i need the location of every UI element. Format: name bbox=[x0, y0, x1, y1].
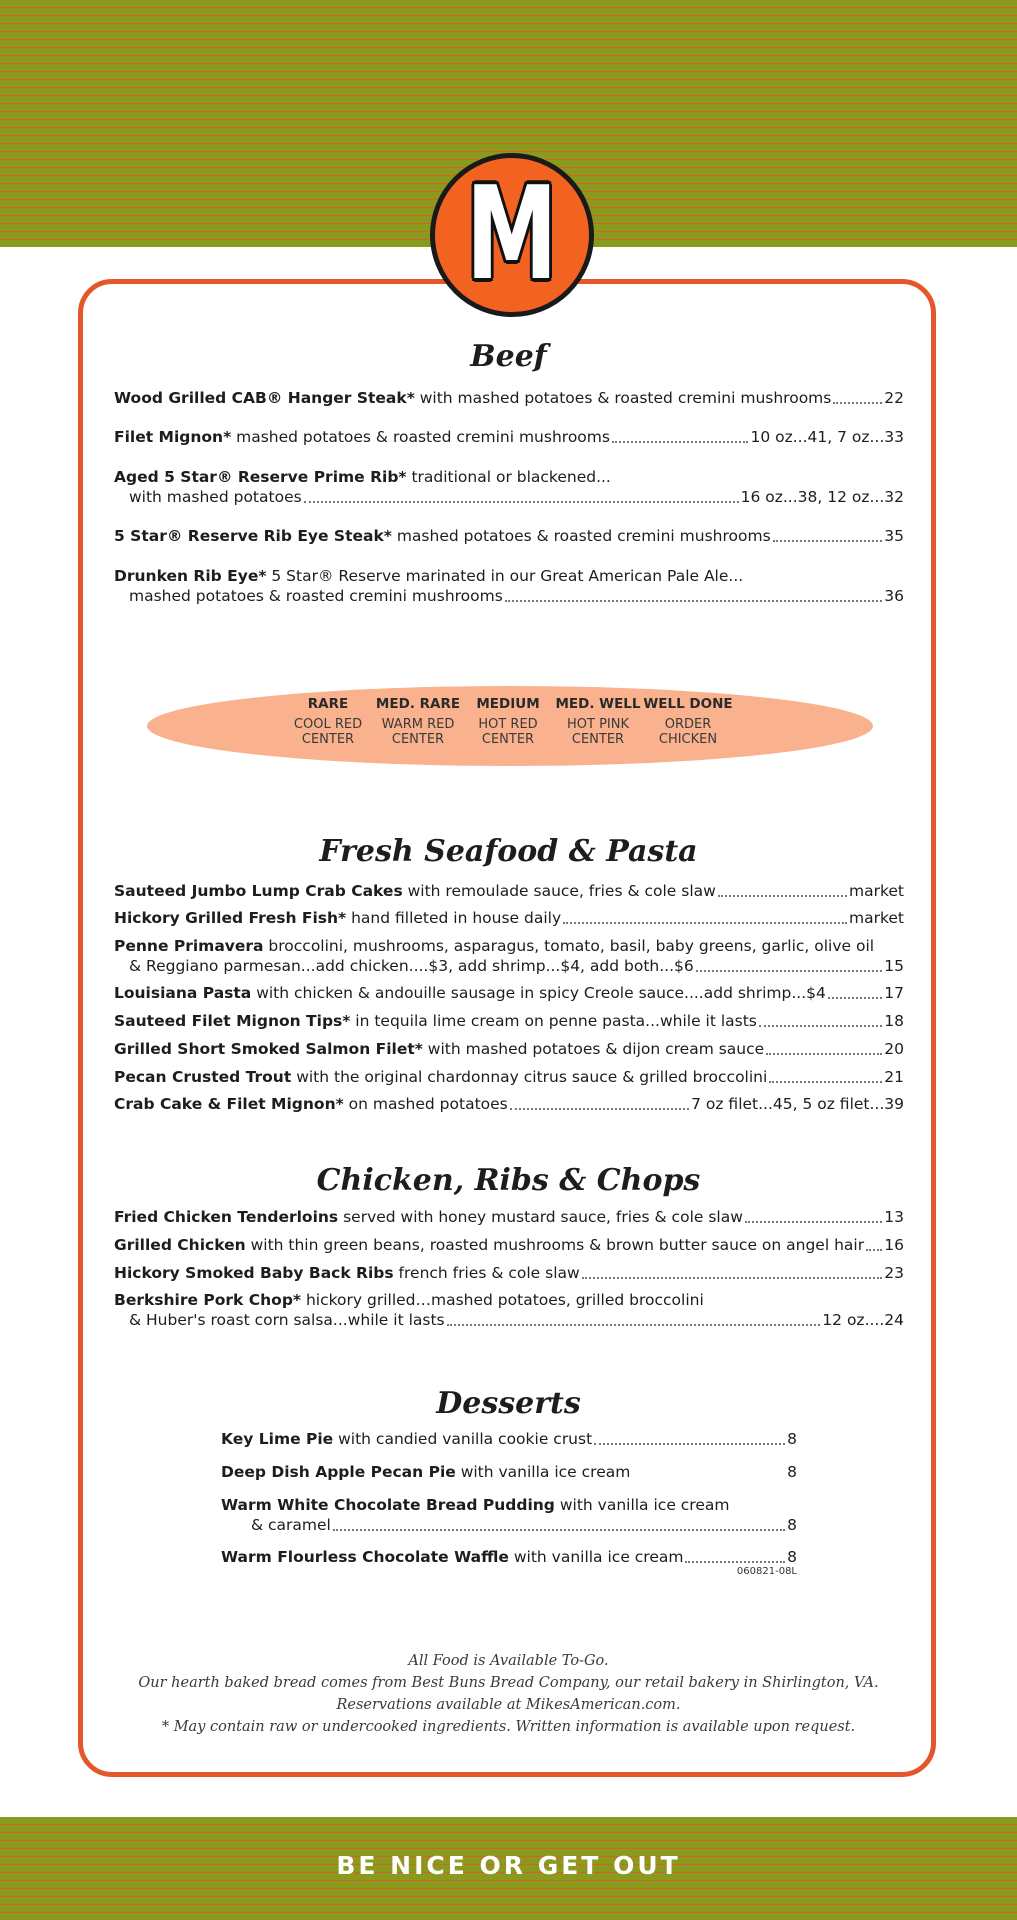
logo-letter: M bbox=[466, 160, 558, 309]
menu-item-bread-pudding: Warm White Chocolate Bread Pudding with vanilla ice cream & caramel 8 bbox=[221, 1496, 797, 1534]
section-title-desserts: Desserts bbox=[436, 1386, 581, 1421]
menu-item-prime-rib bbox=[114, 467, 904, 507]
menu-item-pork-chop: Berkshire Pork Chop* hickory grilled…mashed potatoes, grilled broccolini & Huber's roast corn salsa...while it lasts 12 oz....24 bbox=[114, 1291, 904, 1329]
temp-med-rare: MED. RARE WARM RED CENTER bbox=[375, 696, 461, 747]
footer-line-disclaimer: * May contain raw or undercooked ingredients. Written information is available upon request. bbox=[161, 1719, 856, 1735]
item-name: Filet Mignon* bbox=[114, 428, 232, 446]
menu-item-hanger-steak bbox=[114, 388, 904, 408]
menu-item-louisiana-pasta: Louisiana Pasta with chicken & andouille sausage in spicy Creole sauce....add shrimp...$4 17 bbox=[114, 984, 904, 1002]
tagline: BE NICE OR GET OUT bbox=[336, 1851, 681, 1880]
menu-item-rib-eye bbox=[114, 526, 904, 546]
item-name: Wood Grilled CAB® Hanger Steak* bbox=[114, 389, 415, 407]
item-price: 36 bbox=[884, 587, 904, 605]
menu-item-pecan-trout: Pecan Crusted Trout with the original chardonnay citrus sauce & grilled broccolini 21 bbox=[114, 1068, 904, 1086]
item-price: 35 bbox=[884, 527, 904, 545]
temp-medium: MEDIUM HOT RED CENTER bbox=[476, 696, 540, 747]
footer-notes bbox=[0, 1650, 1017, 1738]
item-name: Drunken Rib Eye* bbox=[114, 567, 267, 585]
item-desc: mashed potatoes & roasted cremini mushrooms bbox=[391, 527, 771, 545]
menu-item-filet-mignon bbox=[114, 427, 904, 447]
temp-rare: RARE COOL RED CENTER bbox=[293, 696, 363, 747]
menu-item-crab-cakes: Sauteed Jumbo Lump Crab Cakes with remoulade sauce, fries & cole slaw market bbox=[114, 882, 904, 900]
menu-item-chicken-tenderloins: Fried Chicken Tenderloins served with honey mustard sauce, fries & cole slaw 13 bbox=[114, 1208, 904, 1226]
menu-item-crab-and-filet: Crab Cake & Filet Mignon* on mashed potatoes 7 oz filet...45, 5 oz filet...39 bbox=[114, 1095, 904, 1113]
item-desc: with mashed potatoes & roasted cremini mushrooms bbox=[414, 389, 832, 407]
item-desc-2: with mashed potatoes bbox=[129, 488, 302, 506]
logo-badge bbox=[430, 153, 594, 317]
menu-item-grilled-chicken: Grilled Chicken with thin green beans, roasted mushrooms & brown butter sauce on angel hair 16 bbox=[114, 1236, 904, 1254]
menu-item-fresh-fish: Hickory Grilled Fresh Fish* hand filleted in house daily market bbox=[114, 909, 904, 927]
item-desc: traditional or blackened... bbox=[406, 468, 611, 486]
menu-item-apple-pecan-pie: Deep Dish Apple Pecan Pie with vanilla ice cream 8 bbox=[221, 1463, 797, 1481]
item-desc: mashed potatoes & roasted cremini mushrooms bbox=[231, 428, 610, 446]
item-price: 22 bbox=[884, 389, 904, 407]
footer-line-bread: Our hearth baked bread comes from Best Buns Bread Company, our retail bakery in Shirlington, VA. bbox=[138, 1675, 879, 1691]
section-title-chicken: Chicken, Ribs & Chops bbox=[316, 1163, 701, 1198]
section-title-beef: Beef bbox=[470, 339, 547, 374]
menu-item-chocolate-waffle: Warm Flourless Chocolate Waffle with vanilla ice cream 8 bbox=[221, 1548, 797, 1566]
menu-item-drunken-rib-eye bbox=[114, 566, 904, 606]
menu-item-filet-tips: Sauteed Filet Mignon Tips* in tequila lime cream on penne pasta...while it lasts 18 bbox=[114, 1012, 904, 1030]
menu-item-salmon-filet: Grilled Short Smoked Salmon Filet* with mashed potatoes & dijon cream sauce 20 bbox=[114, 1040, 904, 1058]
temp-med-well: MED. WELL HOT PINK CENTER bbox=[555, 696, 641, 747]
menu-item-penne-primavera: Penne Primavera broccolini, mushrooms, asparagus, tomato, basil, baby greens, garlic, olive oil & Reggiano parmesan...add chicken....$3, add shrimp...$4, add both...$6 15 bbox=[114, 937, 904, 975]
menu-item-key-lime-pie: Key Lime Pie with candied vanilla cookie crust 8 bbox=[221, 1430, 797, 1448]
footer-line-togo: All Food is Available To-Go. bbox=[408, 1653, 609, 1669]
menu-item-baby-back-ribs: Hickory Smoked Baby Back Ribs french fries & cole slaw 23 bbox=[114, 1264, 904, 1282]
item-desc: 5 Star® Reserve marinated in our Great American Pale Ale... bbox=[266, 567, 744, 585]
temp-well-done: WELL DONE ORDER CHICKEN bbox=[643, 696, 733, 747]
footer-line-reservations: Reservations available at MikesAmerican.com. bbox=[336, 1697, 681, 1713]
item-price: 16 oz...38, 12 oz...32 bbox=[740, 488, 904, 506]
item-name: 5 Star® Reserve Rib Eye Steak* bbox=[114, 527, 392, 545]
temperature-guide bbox=[283, 695, 733, 747]
menu-code: 060821-08L bbox=[736, 1566, 797, 1577]
item-price: 10 oz...41, 7 oz...33 bbox=[750, 428, 904, 446]
item-name: Aged 5 Star® Reserve Prime Rib* bbox=[114, 468, 407, 486]
section-title-seafood: Fresh Seafood & Pasta bbox=[319, 834, 698, 869]
item-desc-2: mashed potatoes & roasted cremini mushrooms bbox=[129, 587, 503, 605]
